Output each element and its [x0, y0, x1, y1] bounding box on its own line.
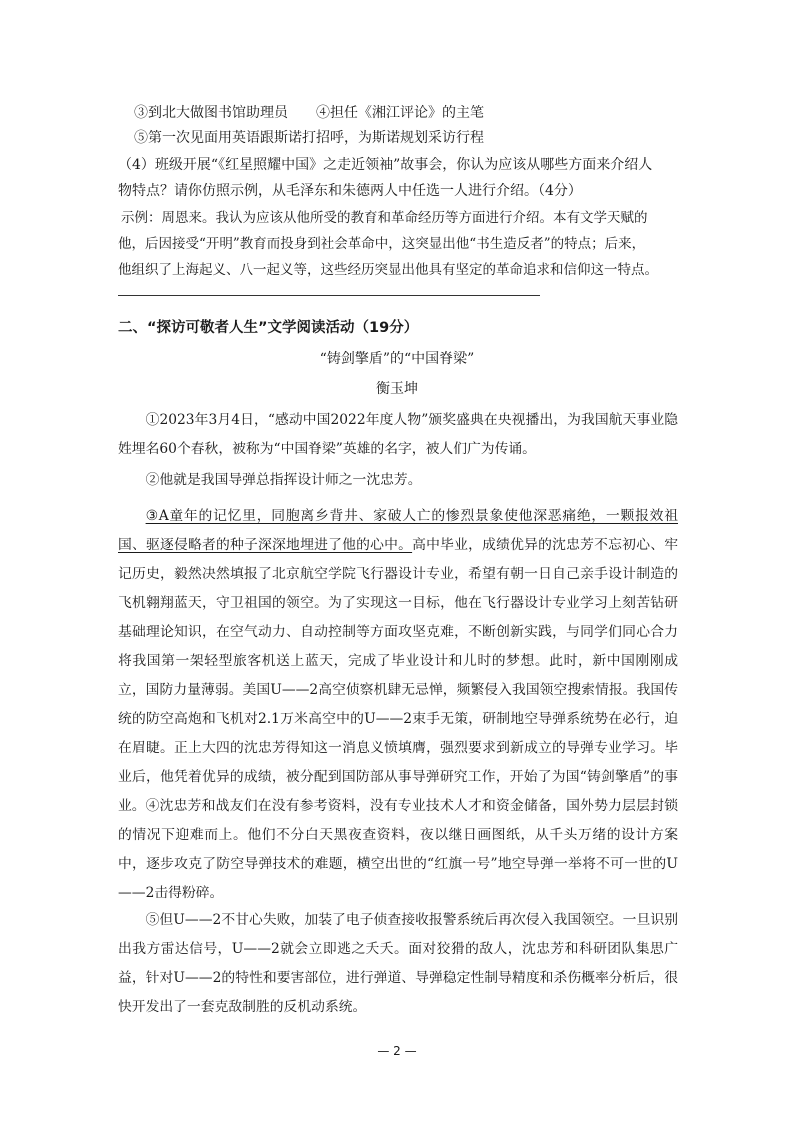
- example-line-2: 他，后因接受“开明”教育而投身到社会革命中，这突显出他“书生造反者”的特点；后来，: [118, 236, 646, 252]
- paragraph-5: [118, 906, 678, 1022]
- article-title: “铸剑擎盾”的“中国脊梁”: [319, 351, 475, 367]
- section-title: 二、“探访可敬者人生”文学阅读活动（19分）: [118, 320, 419, 336]
- paragraph-3-rest: 高中毕业，成绩优异的沈忠芳不忘初心、牢记历史，毅然决然填报了北京航空学院飞行器设计专业，希望有朝一日自己亲手设计制造的飞机翱翔蓝天，守卫祖国的领空。为了实现这一目标，他在飞行器设计专业学习上刻苦钻研基础理论知识，在空气动力、自动控制等方面攻坚克难，不断创新实践，与同学们同心合力将我国第一架轻型旅客机送上蓝天，完成了毕业设计和儿时的梦想。此时，新中国刚刚成立，国防力量薄弱。美国U——2高空侦察机肆无忌惮，频繁侵入我国领空搜索情报。我国传统的防空高炮和飞机对2.1万米高空中的U——2束手无策，研制地空导弹系统势在必行，迫在眉睫。正上大四的沈忠芳得知这一消息义愤填膺，强烈要求到新成立的导弹专业学习。毕业后，他凭着优异的成绩，被分配到国防部从事导弹研究工作，开始了为国“铸剑擎盾”的事业。: [118, 537, 678, 814]
- option-line-3-4: ③到北大做图书馆助理员 ④担任《湘江评论》的主笔: [134, 105, 484, 121]
- paragraph-5-text: ⑤但U——2不甘心失败，加装了电子侦查接收报警系统后再次侵入我国领空。一旦识别出我方雷达信号，U——2就会立即逃之夭夭。面对狡猾的敌人，沈忠芳和科研团队集思广益，针对U——2的特性和要害部位，进行弹道、导弹稳定性制导精度和杀伤概率分析后，很快开发出了一套克敌制胜的反机动系统。: [118, 912, 678, 1015]
- paragraph-4: [118, 792, 678, 908]
- question-4-line-1: （4）班级开展“《红星照耀中国》之走近领袖”故事会，你认为应该从哪些方面来介绍人: [118, 157, 653, 173]
- paragraph-2: [118, 466, 678, 495]
- example-line-1: 示例：周恩来。我认为应该从他所受的教育和革命经历等方面进行介绍。本有文学天赋的: [121, 210, 648, 226]
- section-divider: [118, 295, 540, 296]
- question-4-line-2: 物特点？请你仿照示例，从毛泽东和朱德两人中任选一人进行介绍。（4分）: [118, 183, 582, 199]
- paragraph-1-text: ①2023年3月4日，“感动中国2022年度人物”颁奖盛典在央视播出，为我国航天事业隐姓埋名60个春秋，被称为“中国脊梁”英雄的名字，被人们广为传诵。: [118, 412, 678, 457]
- paragraph-2-text: ②他就是我国导弹总指挥设计师之一沈忠芳。: [145, 472, 422, 488]
- paragraph-3: [118, 502, 678, 821]
- paragraph-4-text: ④沈忠芳和战友们在没有参考资料，没有专业技术人才和资金储备，国外势力层层封锁的情况下迎难而上。他们不分白天黑夜查资料，夜以继日画图纸，从千头万绪的设计方案中，逐步攻克了防空导弹技术的难题，横空出世的“红旗一号”地空导弹一举将不可一世的U——2击得粉碎。: [118, 798, 678, 901]
- option-line-5: ⑤第一次见面用英语跟斯诺打招呼，为斯诺规划采访行程: [134, 130, 484, 146]
- page-number: — 2 —: [377, 1044, 417, 1058]
- paragraph-3-underlined: ③A童年的记忆里，同胞离乡背井、家破人亡的惨烈景象使他深恶痛绝，一颗报效祖国、驱逐侵略者的种子深深地埋进了他的心中。: [118, 508, 678, 553]
- paragraph-1: [118, 406, 678, 464]
- example-line-3: 他组织了上海起义、八一起义等，这些经历突显出他具有坚定的革命追求和信仰这一特点。: [118, 262, 658, 278]
- article-author: 衡玉坤: [376, 381, 418, 397]
